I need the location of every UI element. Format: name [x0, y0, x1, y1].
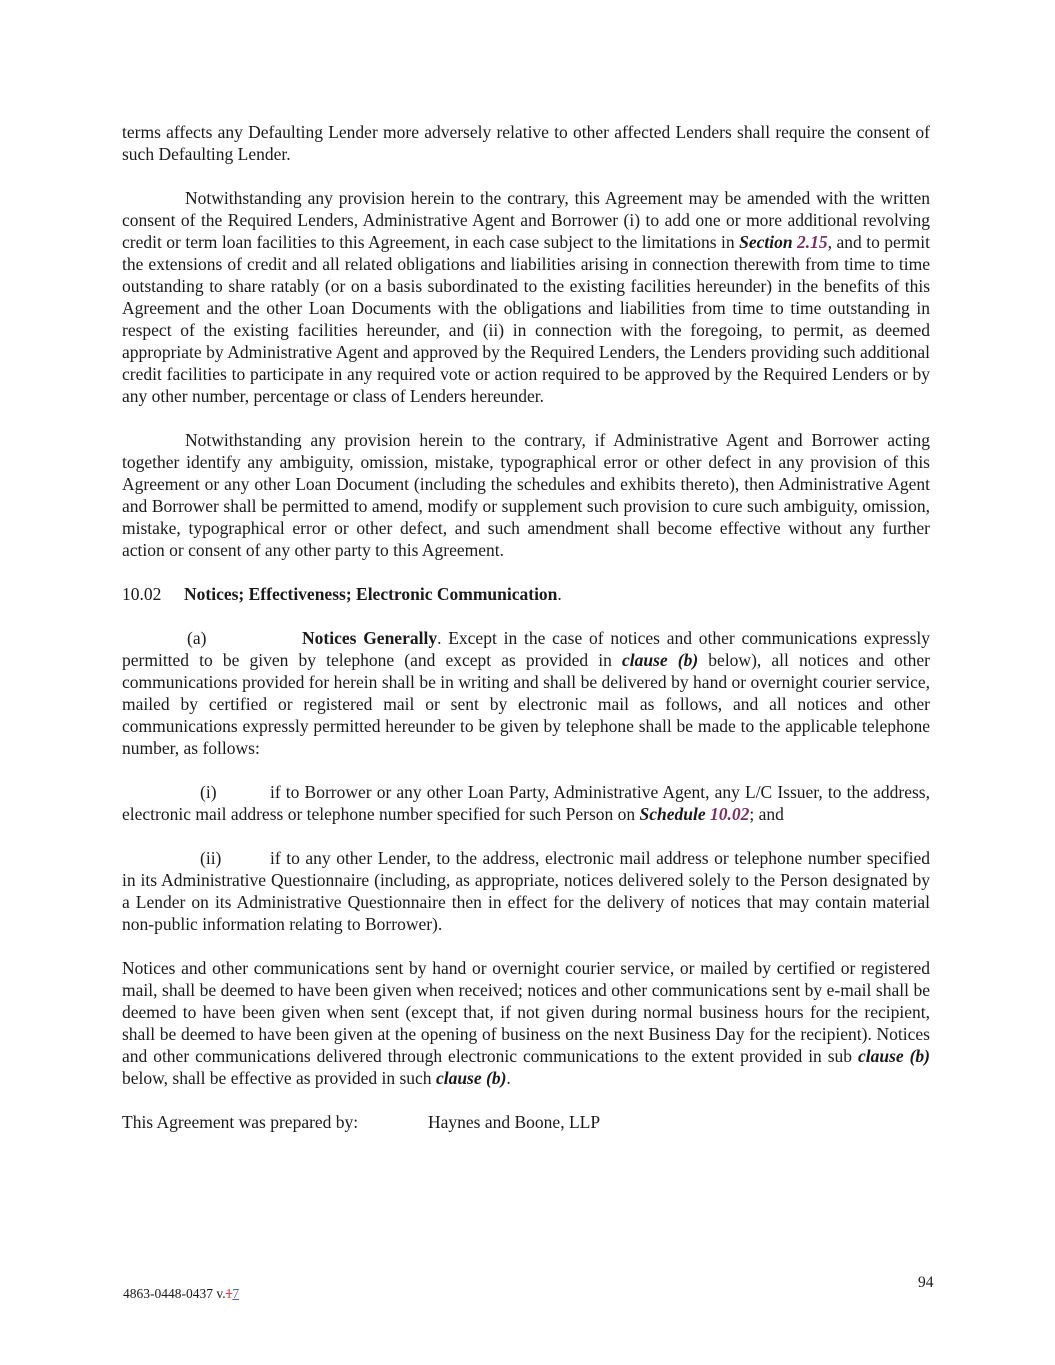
clause-b-reference: clause (b)	[621, 650, 699, 670]
paragraph-text: if to Borrower or any other Loan Party, Administrative Agent, any L/C Issuer, to the address, electronic mail address or telephone number specified for such Person on	[122, 782, 930, 824]
list-marker-ii: (ii)	[200, 848, 222, 868]
paragraph-text: Notwithstanding any provision herein to the contrary, if Administrative Agent and Borrower acting together identify any ambiguity, omission, mistake, typographical error or other defect in any provision of this Agreement or any other Loan Document (including the schedules and exhibits thereto), then Administrative Agent and Borrower shall be permitted to amend, modify or supplement such provision to cure such ambiguity, omission, mistake, typographical error or other defect, and such amendment shall become effective without any further action or consent of any other party to this Agreement.	[122, 430, 930, 560]
section-reference-label: Section	[739, 232, 798, 252]
subparagraph-i-borrower-notices	[122, 781, 930, 825]
section-heading-10-02	[122, 583, 930, 605]
paragraph-text: .	[506, 1068, 511, 1088]
document-id-text: 4863-0448-0437 v.	[123, 1286, 226, 1301]
subparagraph-ii-lender-notices	[122, 847, 930, 935]
paragraph-text: ; and	[749, 804, 784, 824]
clause-title: Notices Generally	[302, 628, 438, 648]
paragraph-amendment-provision	[122, 187, 930, 407]
paragraph-text: if to any other Lender, to the address, electronic mail address or telephone number specified in its Administrative Questionnaire (including, as appropriate, notices delivered solely to the Person designated by a Lender on its Administrative Questionnaire then in effect for the delivery of notices that may contain material non-public information relating to Borrower).	[122, 848, 930, 934]
clause-b-reference: clause (b)	[435, 1068, 507, 1088]
section-2-15-link[interactable]: 2.15	[797, 232, 828, 252]
prepared-by-label: This Agreement was prepared by:	[122, 1112, 359, 1132]
paragraph-corrections-provision	[122, 429, 930, 561]
section-title: Notices; Effectiveness; Electronic Communication	[184, 584, 558, 604]
paragraph-text: , and to permit the extensions of credit and all related obligations and liabilities arising in connection therewith from time to time outstanding to share ratably (or on a basis subordinated to the existing facilities hereunder) in the benefits of this Agreement and the other Loan Documents with the obligations and liabilities from time to time outstanding in respect of the existing facilities hereunder, and (ii) in connection with the foregoing, to permit, as deemed appropriate by Administrative Agent and approved by the Required Lenders, the Lenders providing such additional credit facilities to participate in any required vote or action required to be approved by the Required Lenders or by any other number, percentage or class of Lenders hereunder.	[122, 232, 930, 406]
prepared-by-line	[122, 1111, 930, 1133]
version-deleted-redline: 1	[225, 1286, 233, 1301]
paragraph-text: Notwithstanding any provision herein to the contrary, this Agreement may be amended with the written consent of the Required Lenders, Administrative Agent and Borrower (i) to add one or more additional revolving credit or term loan facilities to this Agreement, in each case subject to the limitations in	[122, 188, 930, 252]
prepared-by-firm: Haynes and Boone, LLP	[428, 1112, 601, 1132]
document-id-footer	[123, 1286, 239, 1302]
paragraph-text: . Except in the case of notices and other communications expressly permitted to be given by telephone (and except as provided in	[122, 628, 930, 670]
section-number: 10.02	[122, 584, 162, 604]
list-marker-a: (a)	[187, 628, 207, 648]
paragraph-text: Notices and other communications sent by hand or overnight courier service, or mailed by certified or registered mail, shall be deemed to have been given when received; notices and other communications sent by e-mail shall be deemed to have been given when sent (except that, if not given during normal business hours for the recipient, shall be deemed to have been given at the opening of business on the next Business Day for the recipient). Notices and other communications delivered through electronic communications to the extent provided in sub	[122, 958, 930, 1066]
paragraph-text: terms affects any Defaulting Lender more adversely relative to other affected Lenders shall require the consent of such Defaulting Lender.	[122, 122, 930, 164]
schedule-reference-label: Schedule	[639, 804, 711, 824]
paragraph-text: below, shall be effective as provided in such	[122, 1068, 436, 1088]
paragraph-a-notices-generally	[122, 627, 930, 759]
paragraph-defaulting-lender-continuation	[122, 121, 930, 165]
version-inserted-redline: 7	[232, 1286, 240, 1301]
section-title-period: .	[557, 584, 562, 604]
clause-b-reference: clause (b)	[857, 1046, 930, 1066]
paragraph-text: below), all notices and other communications provided for herein shall be in writing and shall be delivered by hand or overnight courier service, mailed by certified or registered mail or sent by electronic mail as follows, and all notices and other communications expressly permitted hereunder to be given by telephone shall be made to the applicable telephone number, as follows:	[122, 650, 930, 758]
page-number: 94	[918, 1274, 934, 1291]
document-body	[122, 121, 930, 1155]
list-marker-i: (i)	[200, 782, 217, 802]
paragraph-deemed-delivery	[122, 957, 930, 1089]
schedule-10-02-link[interactable]: 10.02	[710, 804, 750, 824]
